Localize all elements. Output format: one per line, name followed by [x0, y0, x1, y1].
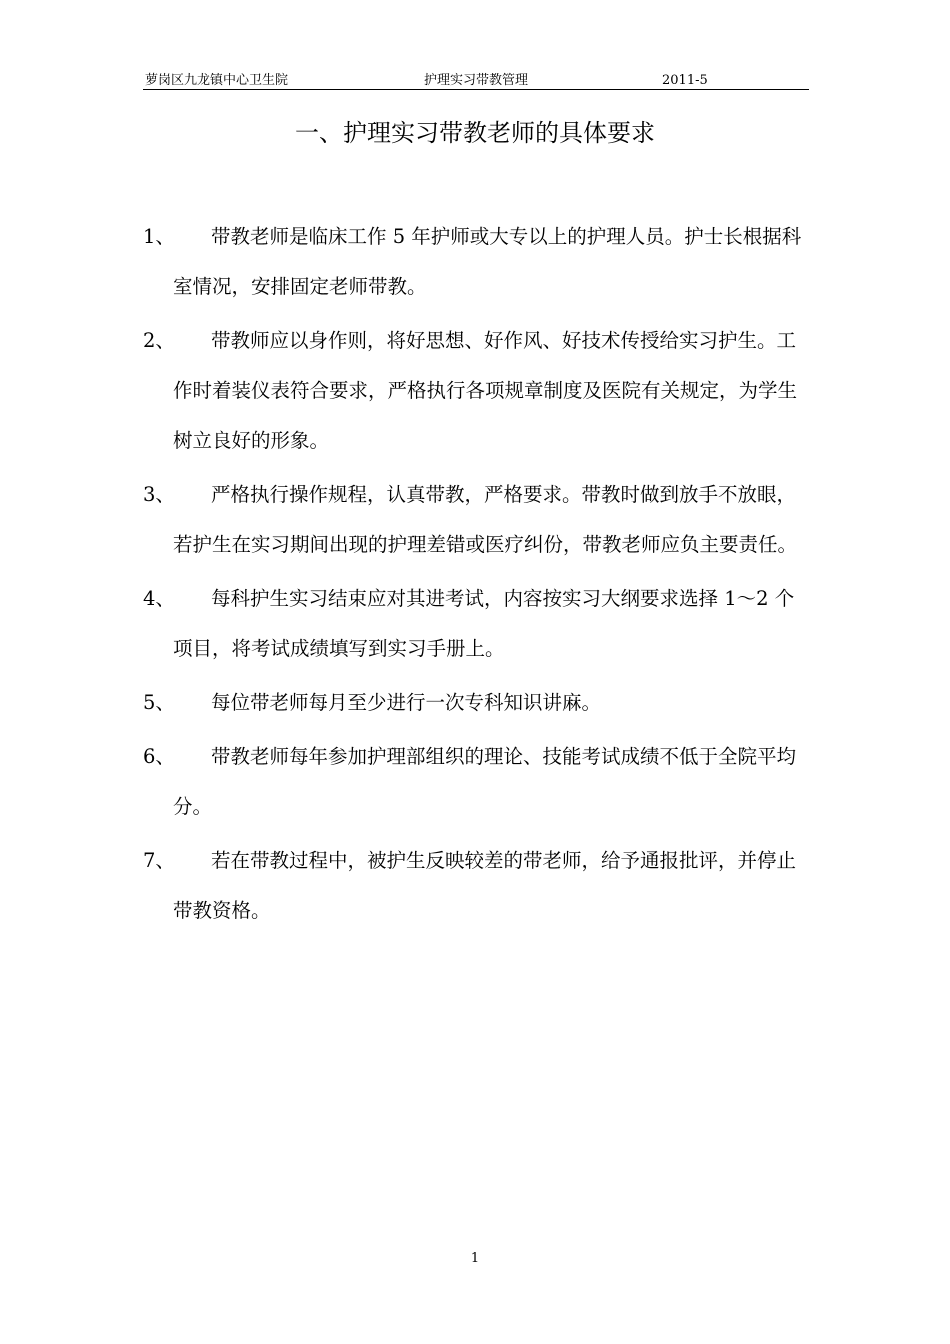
list-item-text: 带教师应以身作则，将好思想、好作风、好技术传授给实习护生。工作时着装仪表符合要求，严格执行各项规章制度及医院有关规定，为学生树立良好的形象。	[173, 329, 798, 452]
header-organization: 萝岗区九龙镇中心卫生院	[145, 73, 289, 88]
list-item-text: 严格执行操作规程，认真带教，严格要求。带教时做到放手不放眼，若护生在实习期间出现的护理差错或医疗纠份，带教老师应负主要责任。	[173, 483, 798, 556]
list-item	[143, 316, 809, 466]
list-item	[143, 678, 809, 728]
list-item-text: 带教老师每年参加护理部组织的理论、技能考试成绩不低于全院平均分。	[173, 745, 797, 818]
page-number: 1	[470, 1251, 480, 1266]
list-item	[143, 574, 809, 674]
list-item	[143, 470, 809, 570]
list-item	[143, 836, 809, 936]
list-item-number: 2、	[143, 329, 175, 352]
list-item	[143, 212, 809, 312]
list-item-number: 1、	[143, 225, 175, 248]
list-item-text: 每位带老师每月至少进行一次专科知识讲麻。	[211, 691, 602, 714]
page-header	[143, 70, 809, 90]
list-item-text: 若在带教过程中，被护生反映较差的带老师，给予通报批评，并停止带教资格。	[173, 849, 797, 922]
page-title: 一、护理实习带教老师的具体要求	[295, 119, 655, 147]
list-item-number: 7、	[143, 849, 175, 872]
list-item-number: 6、	[143, 745, 175, 768]
requirements-list	[143, 212, 809, 940]
list-item-text: 带教老师是临床工作 5 年护师或大专以上的护理人员。护士长根据科室情况，安排固定老师带教。	[173, 225, 802, 298]
list-item-text: 每科护生实习结束应对其进考试，内容按实习大纲要求选择 1～2 个项目，将考试成绩填写到实习手册上。	[173, 587, 795, 660]
list-item-number: 5、	[143, 691, 175, 714]
list-item-number: 4、	[143, 587, 175, 610]
header-document-title: 护理实习带教管理	[424, 73, 529, 88]
header-date: 2011-5	[662, 73, 708, 88]
list-item	[143, 732, 809, 832]
list-item-number: 3、	[143, 483, 175, 506]
